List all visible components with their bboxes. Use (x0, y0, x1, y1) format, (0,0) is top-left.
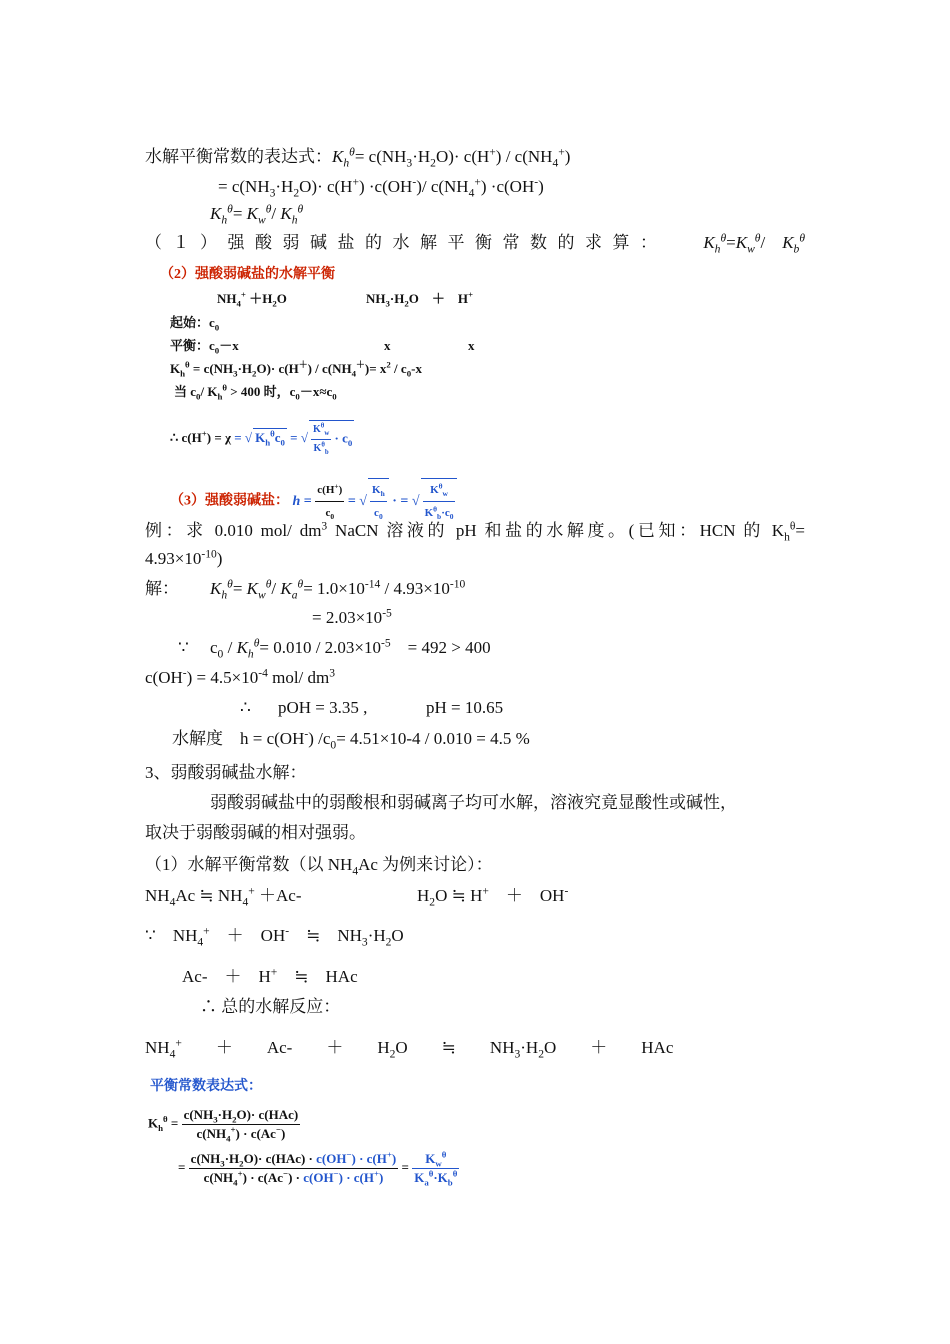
hydrolysis-degree: 水解度 h = c(OH-) $/c_0= 4.51\times 10-4 / 0.010 = 4.5$ % (172, 727, 530, 752)
section3-heading: 3、弱酸弱碱盐水解： (145, 763, 307, 782)
solution-step-4: $c(OH^-) = 4.5\times 10^{-4}$ mol/ $dm^3$ (145, 666, 336, 687)
box3-formula: h = $\frac{c(H^+)}{c_0}$ = √ $\frac{K_h}{c_0}$ · = √ $\frac{K^\theta_w}{K^\theta_b\cdot c_0}$ (293, 494, 458, 509)
box2-condition: 当 $c_0/$ $K_h^\theta > 400$ 时，$c_0-x\approx c_0$ (174, 382, 337, 402)
expression-label: 水解平衡常数的表达式： (145, 147, 332, 166)
reaction-1a: $NH_4Ac$ ≒ $NH_4^+ +Ac-$ (145, 884, 302, 909)
reaction-3: Ac- ＋ H+ ≒ HAc (182, 965, 358, 986)
box2-ch (170, 420, 354, 458)
start-label: 起始： (170, 315, 210, 330)
box2-equilibrium: 平衡：$c_0-x$ (170, 338, 239, 356)
box4-title: 平衡常数表达式： (150, 1079, 262, 1094)
heading-text: （１）强酸弱碱盐的水解平衡常数的求算： (145, 233, 668, 252)
box3-title: （3）强酸弱碱盐： (170, 493, 289, 509)
ch-left: ∴ c(H+) = χ (170, 429, 232, 446)
box2-title: （2）强酸弱碱盐的水解平衡 (160, 267, 335, 282)
heading-expr: $K_h^\theta=K_w^\theta/$ $K_b^\theta$ (703, 231, 805, 256)
reaction-5: $NH_4^+$ ＋ Ac- ＋ $H_2O$ ≒ $NH_3\cdot H_2O$ ＋ HAc (145, 1036, 674, 1061)
expr-line-1: = $c(NH_3\cdot H_2O)\cdot c(H^+) / c(NH_4^+)$ (354, 145, 571, 170)
section3-sub1: （1）水解平衡常数（以 $NH_4Ac$ 为例来讨论）： (145, 855, 493, 878)
solution-step-2: = $2.03\times 10^{-5}$ (312, 606, 392, 627)
box2-reaction-right: $NH_3\cdot H_2O$ ＋ H+ (366, 289, 474, 309)
box4-eq2: = $\frac{c(NH_3\cdot H_2O)\cdot c(HAc) \cdot c(OH^-) \cdot c(H^+)}{c(NH_4^+) \cdot c(Ac^-) \cdot c(OH^-) \cdot c(H^+)}$ = $\frac{K_w^\theta}{K_a^\theta\cdot K_b^\theta}$ (178, 1149, 458, 1188)
hydrolysis-constant-expression: 水解平衡常数的表达式：$K_h^\theta= c(NH_3\cdot H_2O)\cdot c(H^+) / c(NH_4^+)$ (145, 145, 571, 170)
box2-kh-expr: $K_h^\theta = c(NH_3\cdot H_2O)\cdot c(H^+) / c(NH_4^+)= x^2 / c_0-x$ (170, 359, 422, 379)
box3 (170, 478, 457, 524)
because-symbol: ∵ (178, 638, 189, 657)
ch-mid: = √ $K_h^\theta c_0$ = √ $\frac{K^\theta_w}{K^\theta_b}$ · $c_0$ (234, 430, 354, 445)
reaction-4: ∴ 总的水解反应： (200, 997, 341, 1016)
eq-label: 平衡： (170, 338, 210, 353)
reaction-1b: $H_2O$ ≒ H+ ＋ OH- (417, 884, 569, 909)
example-question-2: $4.93\times 10^{-10}$) (145, 547, 223, 568)
expr-line-2: = $c(NH_3\cdot H_2O)\cdot c(H^+) \cdot c(OH^-)/$ $c(NH_4^+) \cdot c(OH^-)$ (218, 175, 544, 200)
therefore-symbol: ∴ (240, 698, 251, 717)
expr-line-3: $K_h^\theta= K_w^\theta/$ $K_h^\theta$ (210, 202, 304, 227)
solution-step-3: $c_0 / K_h^\theta= 0.010 / 2.03\times 10^{-5}$ = 492 > 400 (210, 636, 491, 661)
strong-acid-weak-base-heading (145, 232, 805, 254)
box4-eq1: $K_h^\theta$ = $\frac{c(NH_3\cdot H_2O)\cdot c(HAc)}{c(NH_4^+) \cdot c(Ac^-)}$ (148, 1107, 299, 1144)
ph-value: pH = 10.65 (426, 698, 504, 717)
box2-x1: x (384, 338, 391, 353)
box2-reaction-left: $NH_4^+ +H_2O$ (217, 289, 287, 309)
box2-start: 起始：$c_0$ (170, 315, 220, 333)
poh-value: pOH = 3.35 , (278, 698, 368, 717)
example-question-1: 例：求 0.010 mol/ $dm^3$ NaCN 溶液的 pH 和盐的水解度。(已知：HCN 的 $K_h^\theta=$ (145, 519, 805, 544)
section3-paragraph-1: 弱酸弱碱盐中的弱酸根和弱碱离子均可水解，溶液究竟显酸性或碱性， (210, 793, 737, 812)
section3-paragraph-2: 取决于弱酸弱碱的相对强弱。 (145, 823, 366, 842)
reaction-2: ∵ $NH_4^+$ ＋ OH- ≒ $NH_3\cdot H_2O$ (145, 924, 404, 949)
solution-step-1: $K_h^\theta= K_w^\theta/$ $K_a^\theta= 1.0\times 10^{-14} / 4.93\times 10^{-10}$ (210, 577, 466, 602)
solution-label: 解： (145, 579, 179, 598)
box2-x2: x (468, 338, 475, 353)
